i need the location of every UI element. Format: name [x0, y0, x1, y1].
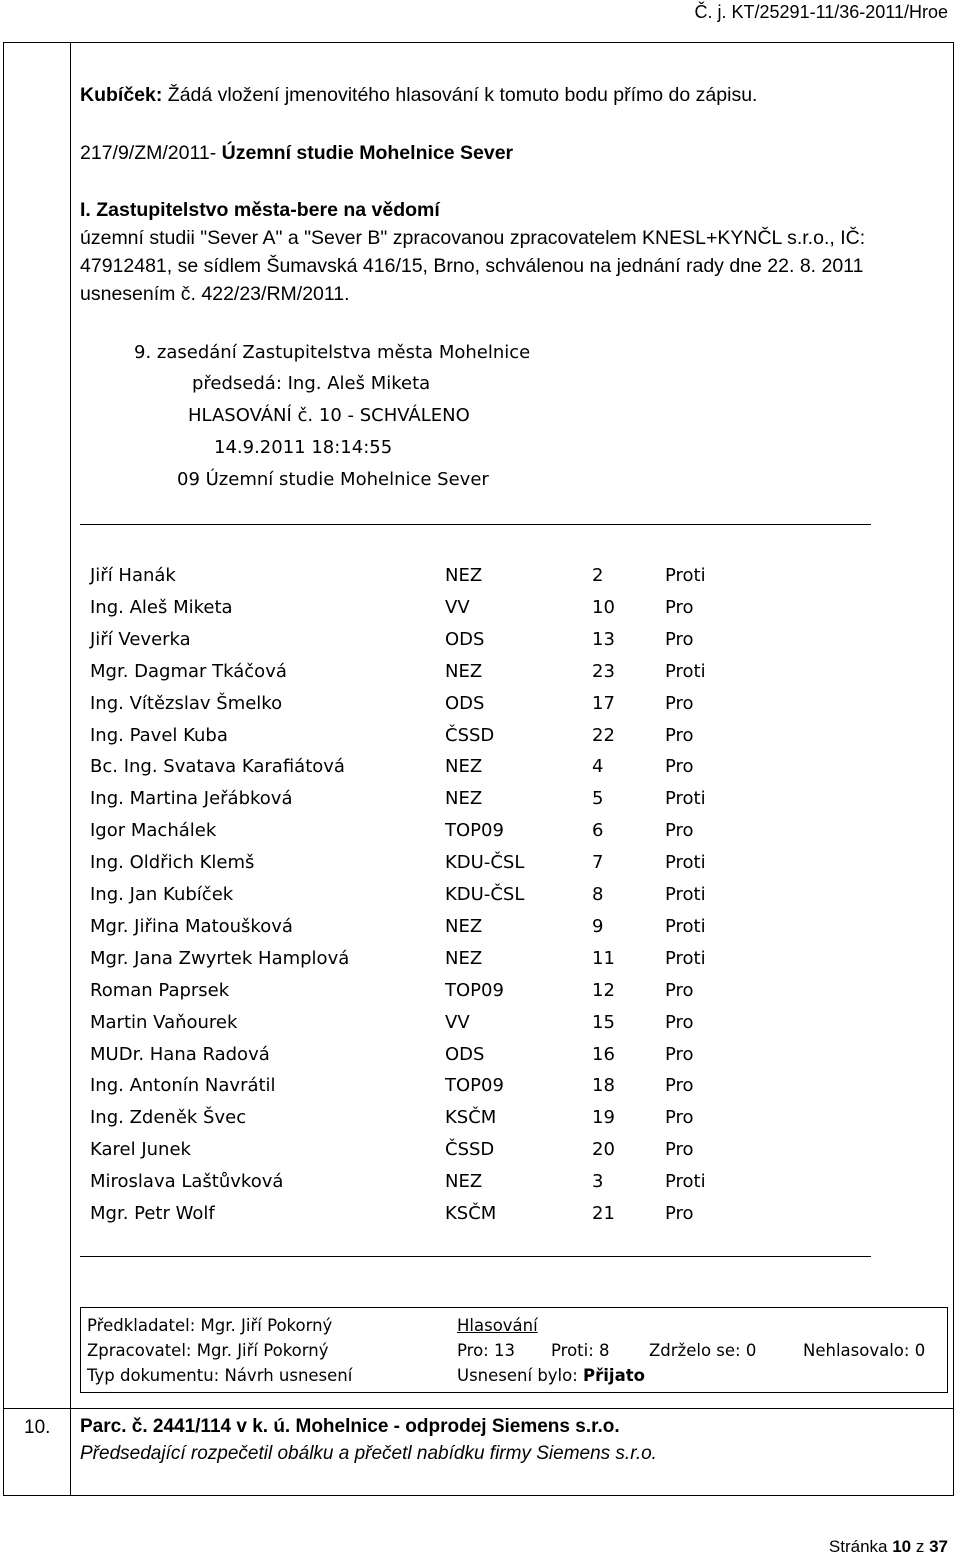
outcome-value: Přijato [583, 1366, 645, 1385]
vote-value: Pro [665, 1139, 694, 1161]
seat-number: 6 [592, 820, 604, 842]
seat-number: 20 [592, 1139, 615, 1161]
seat-number: 15 [592, 1011, 615, 1033]
party: NEZ [445, 915, 483, 937]
party: ODS [445, 1043, 485, 1065]
party: KSČM [445, 1107, 497, 1129]
member-name: Jiří Veverka [90, 628, 191, 650]
member-name: Ing. Vítězslav Šmelko [90, 692, 283, 714]
vote-value: Pro [665, 979, 694, 1001]
table-row [90, 1075, 810, 1107]
member-name: Mgr. Dagmar Tkáčová [90, 660, 287, 682]
table-row [90, 661, 810, 693]
separator-line [80, 524, 871, 525]
seat-number: 21 [592, 1203, 615, 1224]
vote-value: Pro [665, 692, 694, 714]
member-name: Ing. Pavel Kuba [90, 724, 228, 746]
of-label: z [911, 1537, 930, 1556]
vote-value: Pro [665, 1011, 694, 1033]
seat-number: 11 [592, 947, 615, 969]
body-line: 47912481, se sídlem Šumavská 416/15, Brno, schválenou na jednání rady dne 22. 8. 2011 [80, 255, 864, 277]
member-name: Mgr. Jiřina Matoušková [90, 915, 293, 937]
vote-value: Proti [665, 852, 706, 874]
vote-value: Pro [665, 1075, 694, 1097]
count-pro: Pro: 13 [457, 1341, 515, 1360]
page-number: 10 [892, 1537, 912, 1556]
count-zdrzelo: Zdrželo se: 0 [649, 1341, 757, 1360]
resolution-title: Územní studie Mohelnice Sever [216, 142, 514, 164]
document-type: Typ dokumentu: Návrh usnesení [87, 1366, 353, 1385]
party: TOP09 [445, 1075, 504, 1097]
seat-number: 10 [592, 596, 615, 618]
zpracovatel: Zpracovatel: Mgr. Jiří Pokorný [87, 1341, 329, 1360]
table-row [90, 756, 810, 788]
party: NEZ [445, 1171, 483, 1193]
table-row [90, 1044, 810, 1076]
vote-value: Pro [665, 1043, 694, 1065]
kubicek-request [80, 84, 757, 107]
party: ODS [445, 692, 485, 714]
vote-result: HLASOVÁNÍ č. 10 - SCHVÁLENO [188, 405, 470, 426]
seat-number: 7 [592, 852, 604, 874]
request-text: Žádá vložení jmenovitého hlasování k tomuto bodu přímo do zápisu. [162, 84, 758, 106]
member-name: Mgr. Jana Zwyrtek Hamplová [90, 947, 350, 969]
table-row [90, 820, 810, 852]
party: KDU-ČSL [445, 884, 525, 905]
seat-number: 17 [592, 692, 615, 714]
member-name: Ing. Zdeněk Švec [90, 1107, 247, 1129]
party: NEZ [445, 947, 483, 969]
count-nehlasovalo: Nehlasovalo: 0 [803, 1341, 926, 1360]
vote-value: Proti [665, 565, 706, 586]
seat-number: 18 [592, 1075, 615, 1097]
member-name: Jiří Hanák [90, 565, 176, 586]
member-name: Igor Machálek [90, 820, 217, 842]
party: NEZ [445, 565, 483, 586]
page-label: Stránka [828, 1537, 893, 1556]
table-row [90, 725, 810, 757]
vote-value: Pro [665, 820, 694, 842]
table-row [90, 693, 810, 725]
party: NEZ [445, 788, 483, 810]
column-divider [70, 42, 71, 1496]
vote-value: Pro [665, 756, 694, 778]
vote-value: Pro [665, 1203, 694, 1224]
table-row [90, 980, 810, 1012]
seat-number: 16 [592, 1043, 615, 1065]
document-reference: Č. j. KT/25291-11/36-2011/Hroe [694, 2, 948, 22]
table-row [90, 1139, 810, 1171]
seat-number: 8 [592, 884, 604, 905]
member-name: Ing. Oldřich Klemš [90, 852, 255, 874]
table-row [90, 1012, 810, 1044]
vote-value: Pro [665, 1107, 694, 1129]
party: ODS [445, 628, 485, 650]
summary-box [80, 1307, 948, 1393]
seat-number: 13 [592, 628, 615, 650]
body-line: usnesením č. 422/23/RM/2011. [80, 283, 350, 305]
section-heading: I. Zastupitelstvo města-bere na vědomí [80, 199, 440, 221]
count-proti: Proti: 8 [551, 1341, 610, 1360]
outcome-label: Usnesení bylo: [457, 1366, 584, 1385]
item-note: Předsedající rozpečetil obálku a přečetl nabídku firmy Siemens s.r.o. [80, 1443, 657, 1464]
seat-number: 4 [592, 756, 604, 778]
member-name: Ing. Aleš Miketa [90, 596, 233, 618]
party: TOP09 [445, 979, 504, 1001]
separator-line [80, 1256, 871, 1257]
predkladatel: Předkladatel: Mgr. Jiří Pokorný [87, 1316, 333, 1335]
table-row [90, 597, 810, 629]
vote-value: Proti [665, 1171, 706, 1193]
member-name: Mgr. Petr Wolf [90, 1203, 215, 1224]
vote-session: 9. zasedání Zastupitelstva města Mohelnice [134, 342, 531, 363]
party: NEZ [445, 756, 483, 778]
table-row [90, 1203, 810, 1235]
hlasovani-label: Hlasování [457, 1316, 538, 1335]
seat-number: 9 [592, 915, 604, 937]
vote-topic: 09 Územní studie Mohelnice Sever [177, 469, 489, 490]
party: ČSSD [445, 1139, 495, 1161]
body-line: územní studii "Sever A" a "Sever B" zpracovanou zpracovatelem KNESL+KYNČL s.r.o., IČ: [80, 227, 866, 249]
seat-number: 19 [592, 1107, 615, 1129]
seat-number: 23 [592, 660, 615, 682]
seat-number: 2 [592, 565, 604, 586]
seat-number: 22 [592, 724, 615, 746]
party: KSČM [445, 1203, 497, 1224]
seat-number: 3 [592, 1171, 604, 1193]
item-title: Parc. č. 2441/114 v k. ú. Mohelnice - odprodej Siemens s.r.o. [80, 1416, 620, 1437]
table-row [90, 852, 810, 884]
vote-value: Proti [665, 660, 706, 682]
member-name: Ing. Martina Jeřábková [90, 788, 293, 810]
page-total: 37 [929, 1537, 948, 1556]
vote-value: Proti [665, 947, 706, 969]
page-footer [829, 1537, 948, 1557]
vote-value: Pro [665, 596, 694, 618]
table-row [90, 948, 810, 980]
member-name: MUDr. Hana Radová [90, 1043, 270, 1065]
resolution-heading [80, 142, 513, 165]
party: VV [445, 1011, 470, 1033]
member-name: Bc. Ing. Svatava Karafiátová [90, 756, 345, 778]
vote-chair: předsedá: Ing. Aleš Miketa [192, 373, 431, 394]
seat-number: 5 [592, 788, 604, 810]
party: TOP09 [445, 820, 504, 842]
table-row [90, 629, 810, 661]
party: ČSSD [445, 724, 495, 746]
party: KDU-ČSL [445, 852, 525, 874]
table-row [90, 884, 810, 916]
member-name: Roman Paprsek [90, 979, 230, 1001]
table-row [90, 1107, 810, 1139]
member-name: Miroslava Laštůvková [90, 1171, 284, 1193]
resolution-outcome [457, 1366, 645, 1385]
vote-value: Proti [665, 788, 706, 810]
seat-number: 12 [592, 979, 615, 1001]
speaker-name: Kubíček: [80, 84, 163, 106]
member-name: Martin Vaňourek [90, 1011, 238, 1033]
resolution-id: 217/9/ZM/2011- [80, 142, 217, 164]
party: VV [445, 596, 470, 618]
member-name: Ing. Antonín Navrátil [90, 1075, 276, 1097]
table-row [90, 1171, 810, 1203]
vote-value: Proti [665, 915, 706, 937]
item-number: 10. [24, 1417, 51, 1438]
row-divider [3, 1408, 954, 1409]
table-row [90, 565, 810, 597]
table-row [90, 916, 810, 948]
vote-value: Pro [665, 628, 694, 650]
member-name: Ing. Jan Kubíček [90, 884, 234, 905]
member-name: Karel Junek [90, 1139, 191, 1161]
party: NEZ [445, 660, 483, 682]
vote-value: Pro [665, 724, 694, 746]
vote-value: Proti [665, 884, 706, 905]
table-row [90, 788, 810, 820]
vote-datetime: 14.9.2011 18:14:55 [214, 437, 393, 458]
